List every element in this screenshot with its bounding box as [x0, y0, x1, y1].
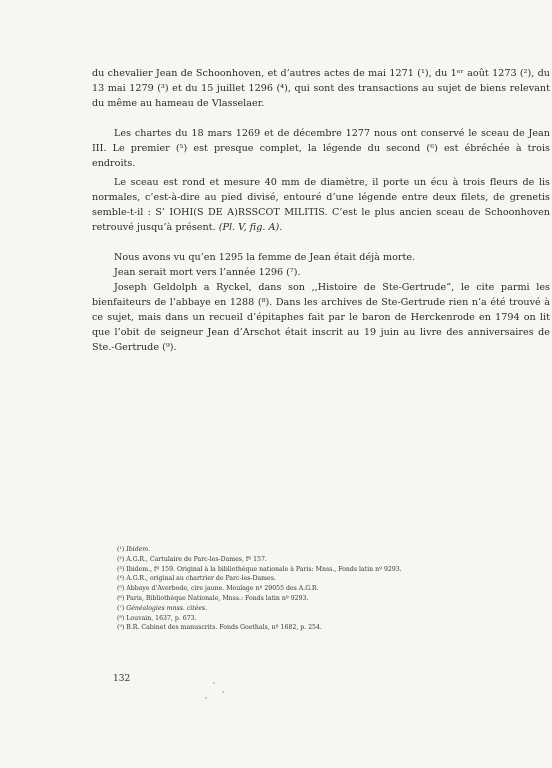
paragraph-2 — [92, 126, 550, 171]
footnote-mark: (⁸) — [117, 614, 125, 622]
page-number: 132 — [113, 674, 131, 684]
paragraph-5-text: Jean serait mort vers l’année 1296 (⁷). — [114, 267, 301, 278]
footnote-8 — [117, 614, 477, 624]
paragraph-5 — [92, 265, 550, 280]
footnote-5 — [117, 584, 477, 594]
paper-speck — [222, 691, 224, 693]
paragraph-4-text: Nous avons vu qu’en 1295 la femme de Jean était déjà morte. — [114, 252, 416, 263]
paragraph-6-text: Joseph Geldolph a Ryckel, dans son ,,Histoire de Ste-Gertrude”, le cite parmi les bienfaiteurs de l’abbaye en 1288 (⁸). Dans les archives de Ste-Gertrude rien n’a été trouvé à ce sujet, mais dans un recueil d’épitaphes fait par le baron de Herckenrode en 1794 on lit que l’obit de seigneur Jean d’Arschot était inscrit au 19 juin au livre des anniversaires de Ste.-Gertrude (⁹). — [92, 282, 550, 353]
footnote-text: Ibidem., fº 159. Original à la bibliothèque nationale à Paris: Mnss., Fonds latin nº 9293. — [126, 565, 402, 573]
paragraph-3 — [92, 175, 550, 235]
footnote-mark: (⁶) — [117, 594, 125, 602]
footnote-text: Louvain, 1637, p. 673. — [126, 614, 197, 622]
plate-reference: (Pl. V, fig. A). — [218, 222, 283, 233]
footnote-mark: (³) — [117, 565, 125, 573]
footnote-6 — [117, 594, 477, 604]
footnote-mark: (⁴) — [117, 575, 125, 583]
paragraph-4 — [92, 250, 550, 265]
footnote-3 — [117, 565, 477, 575]
footnote-text: Paris, Bibliothèque Nationale, Mnss.: Fonds latin nº 9293. — [126, 594, 309, 602]
paragraph-3-text: Le sceau est rond et mesure 40 mm de diamètre, il porte un écu à trois fleurs de lis normales, c’est-à-dire au pied divisé, entouré d’une légende entre deux filets, de grenetis semble-t-il : S’ IOHI(S DE A)RSSCOT MILITIS. C’est le plus ancien sceau de Schoonhoven retrouvé jusqu’à présent. — [92, 177, 550, 233]
footnote-2 — [117, 555, 477, 565]
paragraph-6 — [92, 280, 550, 355]
footnote-mark: (¹) — [117, 546, 125, 553]
footnote-1 — [117, 545, 477, 555]
footnote-mark: (⁷) — [117, 604, 125, 612]
footnote-4 — [117, 574, 477, 584]
footnote-text: Généalogies mnss. citées. — [126, 604, 208, 612]
footnote-text: A.G.R., original au chartrier de Parc-les-Dames. — [126, 575, 276, 583]
paragraph-2-text: Les chartes du 18 mars 1269 et de décembre 1277 nous ont conservé le sceau de Jean III. Le premier (⁵) est presque complet, la légende du second (⁶) est ébréchée à trois endroits. — [92, 128, 550, 169]
paper-speck — [213, 682, 215, 684]
footnote-7 — [117, 604, 477, 614]
paper-speck — [205, 697, 207, 699]
paragraph-1 — [92, 66, 550, 111]
footnote-mark: (⁵) — [117, 585, 125, 593]
footnote-text: Ibidem. — [126, 546, 151, 553]
footnote-9 — [117, 623, 477, 633]
footnote-mark: (²) — [117, 555, 125, 563]
footnote-text: Abbaye d’Averbode, cire jaune. Moulage nº 29055 des A.G.R. — [126, 585, 319, 593]
footnote-mark: (⁹) — [117, 624, 125, 632]
footnote-text: B.R. Cabinet des manuscrits. Fonds Goethals, nº 1682, p. 254. — [126, 624, 322, 632]
body-text — [92, 66, 550, 355]
footnotes — [117, 545, 477, 633]
paragraph-1-text: du chevalier Jean de Schoonhoven, et d’autres actes de mai 1271 (¹), du 1ᵉʳ août 1273 (²), du 13 mai 1279 (³) et du 15 juillet 1296 (⁴), qui sont des transactions au sujet de biens relevant du même au hameau de Vlasselaer. — [92, 68, 550, 109]
footnote-text: A.G.R., Cartulaire de Parc-les-Dames, fº 157. — [126, 555, 267, 563]
